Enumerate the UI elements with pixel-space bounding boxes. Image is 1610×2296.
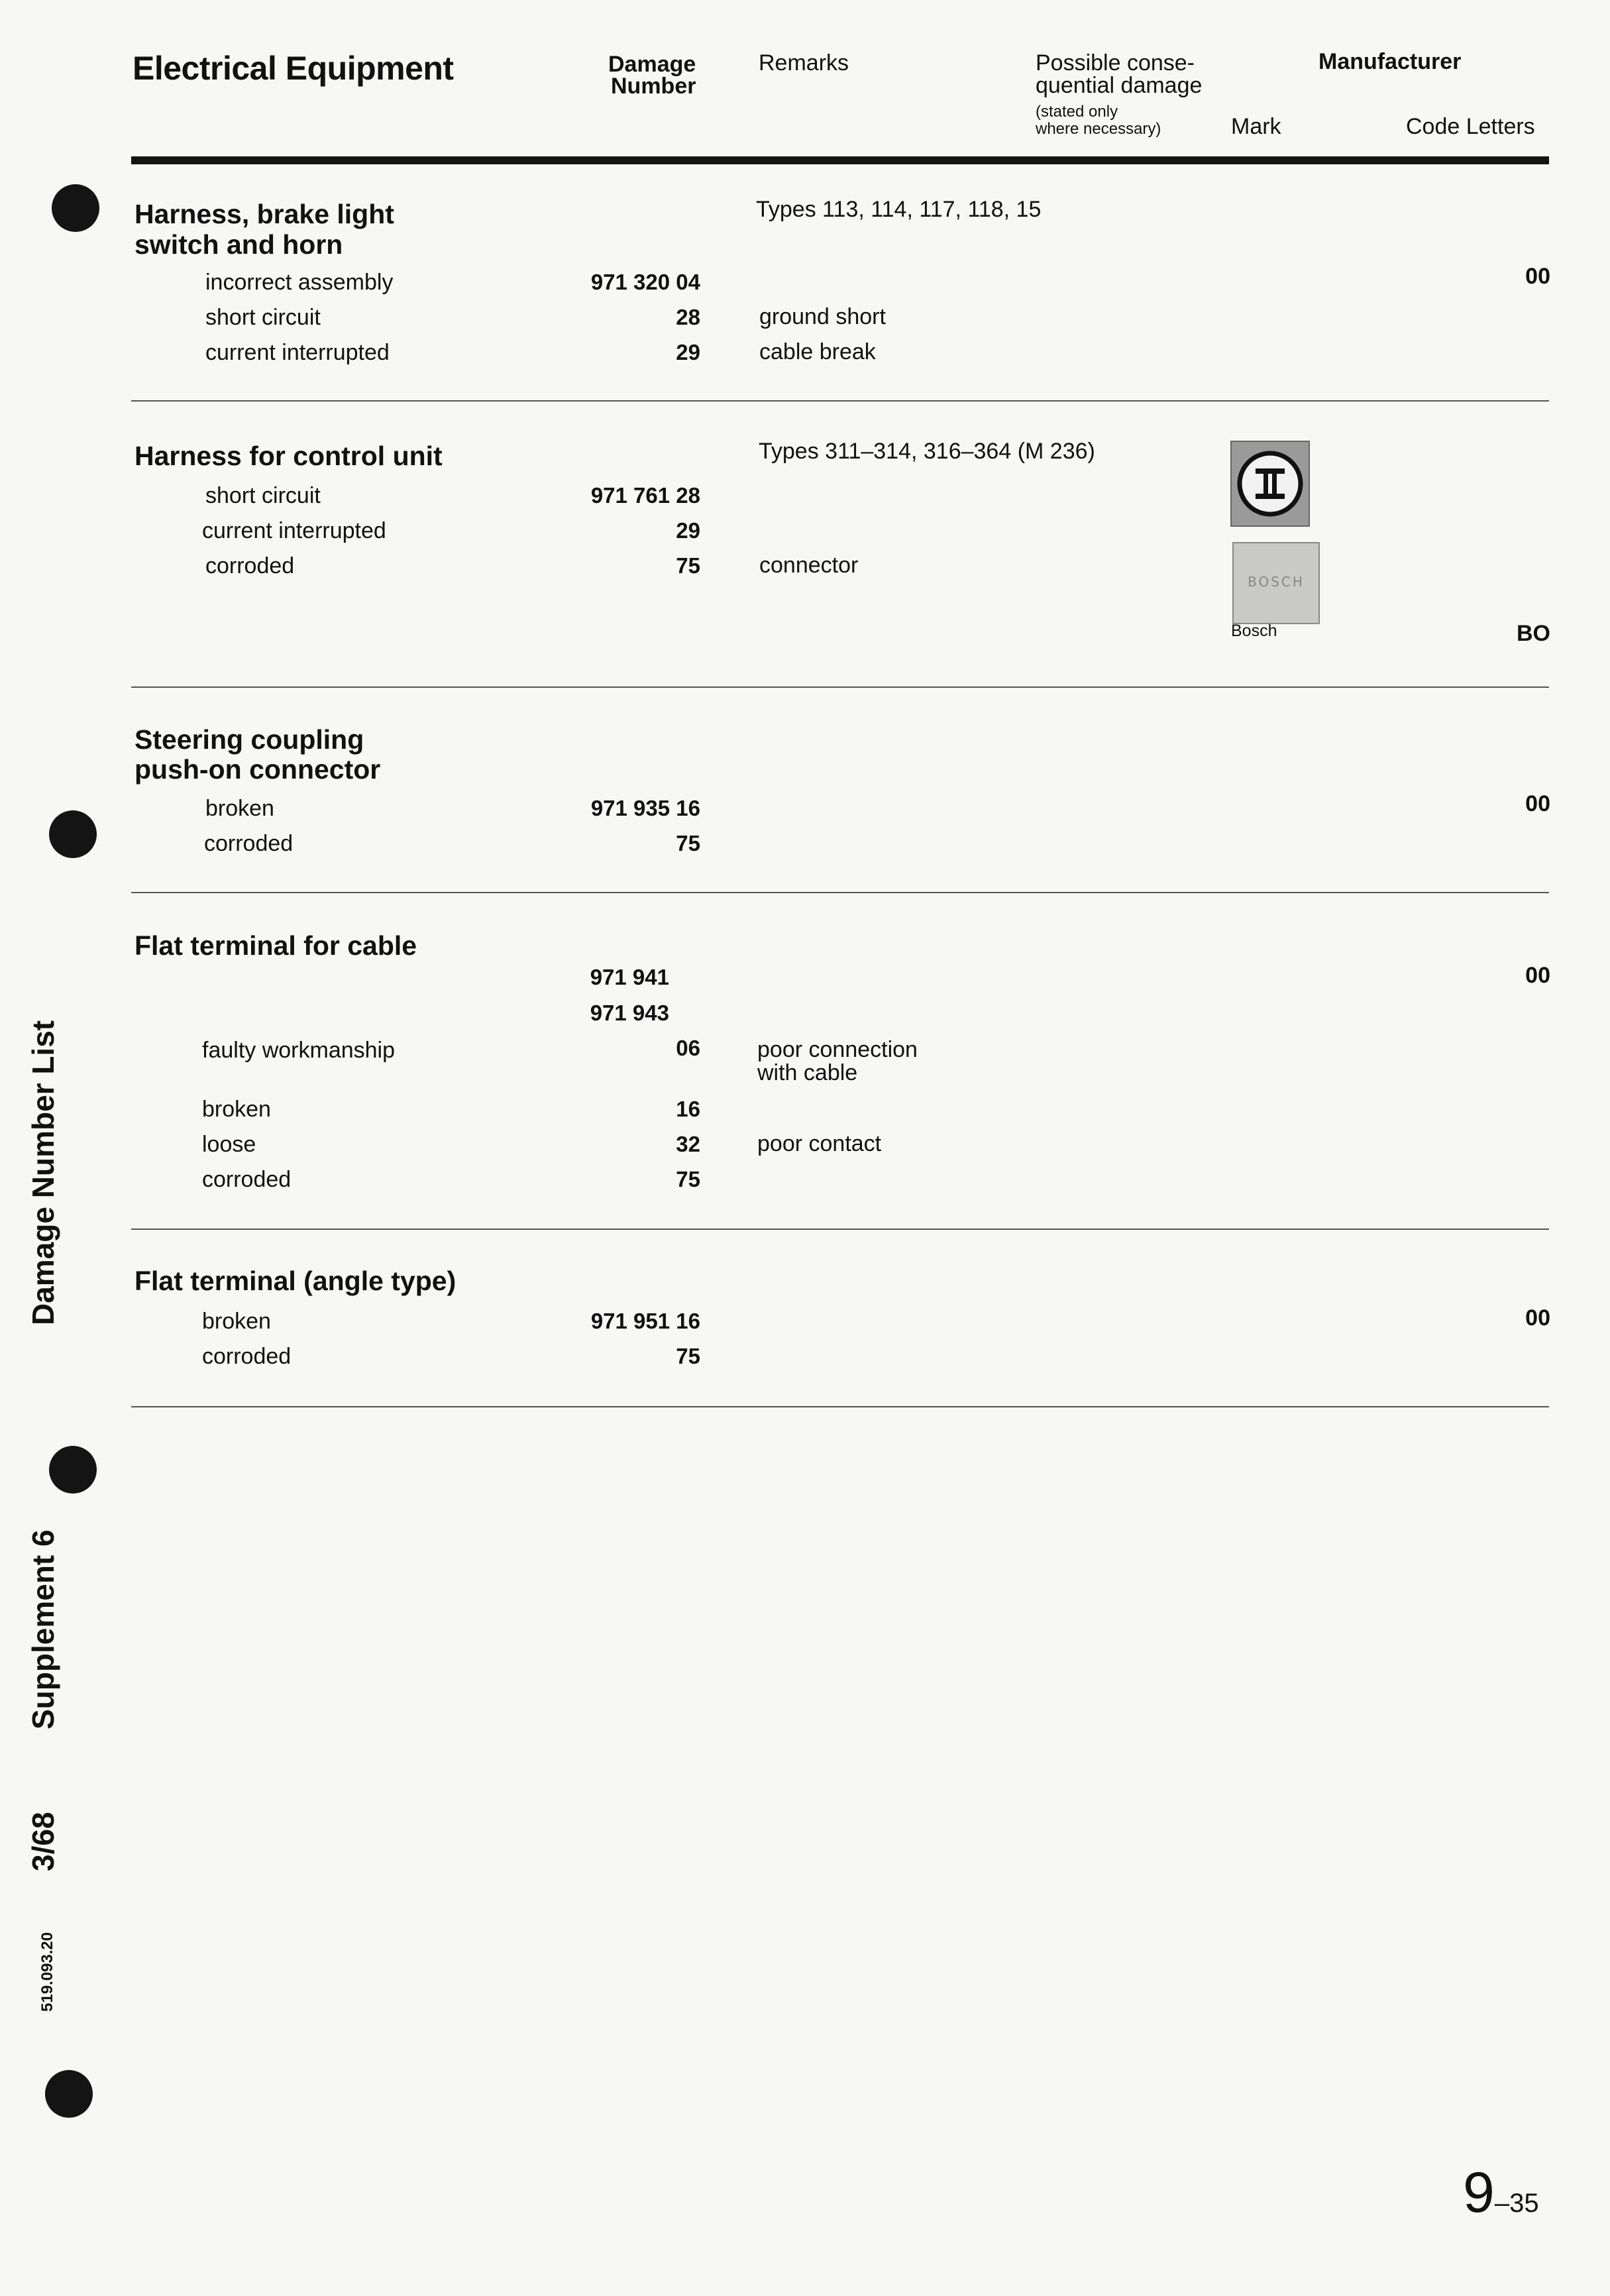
item-label: corroded [202,1344,292,1369]
section-title: Harness for control unit [134,441,443,471]
item-label: broken [202,1097,271,1122]
damage-number: 75 [676,1344,700,1368]
section-title: Flat terminal (angle type) [134,1266,456,1296]
punch-hole-1 [52,184,99,232]
damage-number: 75 [676,831,700,855]
remarks-header: Remarks [759,50,849,76]
code-letters: BO [1517,621,1550,646]
damage-number: 29 [676,340,700,364]
item-label: corroded [202,1167,292,1192]
item-remark: connector [759,553,859,578]
section-title: Harness, brake light [134,199,394,229]
item-label: short circuit [205,483,321,508]
page-title: Electrical Equipment [133,50,454,87]
sidebar-doc-number: 519.093.20 [38,1932,56,2012]
header-rule [131,156,1549,164]
bosch-stamp-icon [1232,542,1320,624]
code-letters: 00 [1525,1305,1550,1331]
item-remark: poor connection [757,1037,918,1062]
item-label: incorrect assembly [205,270,394,295]
code-letters: 00 [1525,791,1550,816]
damage-number: 28 [676,305,700,329]
section-divider [131,686,1549,688]
sidebar-date: 3/68 [26,1812,60,1871]
damage-number: 75 [676,553,700,578]
section-divider [131,400,1549,402]
item-remark: cable break [759,339,876,364]
damage-number-base: 971 943 [590,1001,669,1025]
section-remark: Types 311–314, 316–364 (M 236) [759,439,1095,464]
item-label: corroded [204,831,294,856]
section-title-line2: push-on connector [134,754,381,785]
item-label: current interrupted [205,340,390,365]
mark-header: Mark [1231,114,1281,139]
damage-number: 29 [676,518,700,543]
code-letters: 00 [1525,963,1550,988]
damage-number: 971 951 16 [590,1309,700,1333]
damage-number: 16 [676,1097,700,1121]
section-title: Steering coupling [134,724,364,755]
item-label: corroded [205,553,295,578]
damage-number: 32 [676,1132,700,1156]
section-title-line2: switch and horn [134,229,343,260]
punch-hole-3 [49,1446,97,1494]
manufacturer-header: Manufacturer [1318,49,1462,74]
section-remark: Types 113, 114, 117, 118, 15 [756,197,1042,222]
sidebar-list-title: Damage Number List [26,1020,60,1325]
bosch-stamp-text: BOSCH [1248,574,1305,590]
damage-number: 06 [676,1036,700,1060]
damage-number: 75 [676,1167,700,1191]
damage-number: 971 935 16 [590,796,700,820]
punch-hole-2 [49,810,97,858]
item-label: broken [205,796,274,821]
item-remark: poor contact [757,1131,882,1156]
damage-number-base: 971 941 [590,965,669,989]
item-remark-line2: with cable [757,1060,858,1085]
mark-caption: Bosch [1231,622,1277,640]
section-title: Flat terminal for cable [134,930,417,961]
damage-number: 971 761 28 [590,483,700,508]
item-label: loose [202,1132,256,1157]
damage-number: 971 320 04 [590,270,700,294]
code-letters: 00 [1525,264,1550,289]
section-divider [131,1406,1549,1407]
punch-hole-4 [45,2070,93,2118]
page-number: 9–35 [1463,2161,1539,2224]
manufacturer-logo-icon [1230,441,1310,527]
section-divider [131,1229,1549,1230]
code-letters-header: Code Letters [1406,114,1535,139]
item-label: faulty workmanship [202,1038,396,1063]
item-remark: ground short [759,304,886,329]
item-label: short circuit [205,305,321,330]
item-label: broken [202,1309,271,1334]
section-divider [131,892,1549,893]
sidebar-supplement: Supplement 6 [26,1529,60,1729]
item-label: current interrupted [202,518,386,543]
